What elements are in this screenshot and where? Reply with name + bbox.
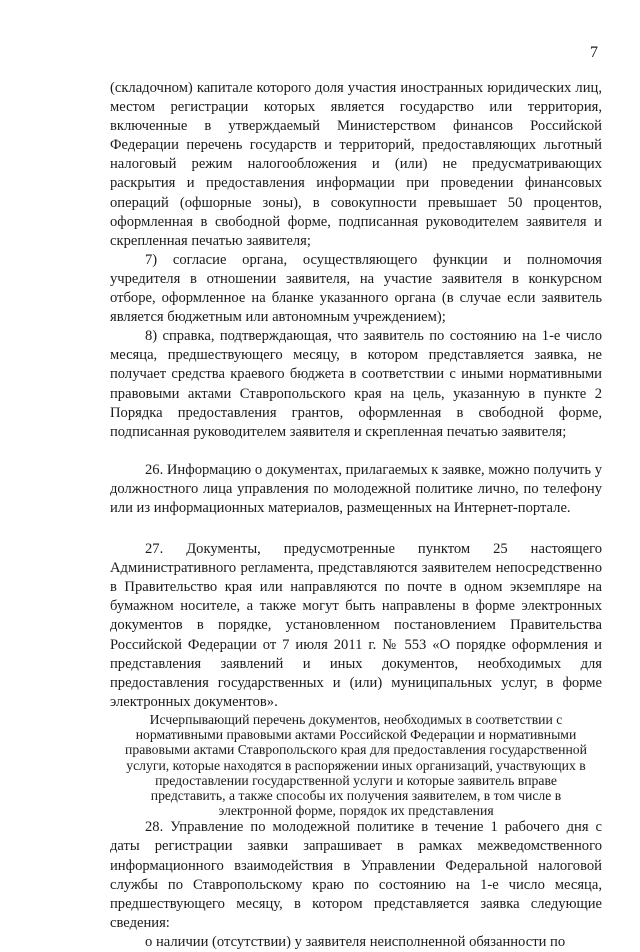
paragraph-28-subitem: о наличии (отсутствии) у заявителя неисполненной обязанности по — [145, 933, 566, 950]
paragraph-28: 28. Управление по молодежной политике в течение 1 рабочего дня с даты регистрации заявки запрашивает в рамках межведомственного информационного взаимодействия в Управлении Федеральной налоговой службы по Ставропольскому краю по состоянию на 1-е число месяца, предшествующего месяцу, в котором представляется заявка следующие сведения: — [110, 819, 602, 931]
paragraph-continuation: (складочном) капитале которого доля участия иностранных юридических лиц, местом регистрации которых является государство или территория, включенные в утверждаемый Министерством финансов Российской Федерации перечень государств и территорий, предоставляющих льготный налоговый режим налогообложения и (или) не предусматривающих раскрытия и предоставления информации при проведении финансовых операций (офшорные зоны), в совокупности превышает 50 процентов, оформленная в свободной форме, подписанная руководителем заявителя и скрепленная печатью заявителя; — [110, 80, 602, 249]
paragraph-item-7: 7) согласие органа, осуществляющего функции и полномочия учредителя в отношении заявителя, на участие заявителя в конкурсном отборе, оформленное на бланке указанного органа (в случае если заявитель является бюджетным или автономным учреждением); — [110, 251, 602, 326]
paragraph-27: 27. Документы, предусмотренные пунктом 25 настоящего Административного регламента, представляются заявителем непосредственно в Правительство края или направляются по почте в одном экземпляре на бумажном носителе, а также могут быть направлены в форме электронных документов в порядке, установленном постановлением Правительства Российской Федерации от 7 июля 2011 г. № 553 «О порядке оформления и представления заявлений и иных документов, необходимых для предоставления государственных и (или) муниципальных услуг, в форме электронных документов». — [110, 541, 602, 710]
document-body — [110, 79, 602, 952]
paragraph-item-8: 8) справка, подтверждающая, что заявитель по состоянию на 1-е число месяца, предшествующего месяцу, в котором представляется заявка, не получает средства краевого бюджета в соответствии с иными нормативными правовыми актами Ставропольского края на цель, указанную в пункте 2 Порядка предоставления грантов, оформленная в свободной форме, подписанная руководителем заявителя и скрепленная печатью заявителя; — [110, 328, 602, 440]
paragraph-26: 26. Информацию о документах, прилагаемых к заявке, можно получить у должностного лица управления по молодежной политике лично, по телефону или из информационных материалов, размещенных на Интернет-портале. — [110, 461, 602, 516]
page-number: 7 — [590, 44, 598, 61]
section-heading: Исчерпывающий перечень документов, необходимых в соответствии с нормативными правовыми актами Российской Федерации и нормативными правовыми актами Ставропольского края для предоставления государственной услуги, которые находятся в распоряжении иных организаций, участвующих в предоставлении государственной услуги и которые заявитель вправе представить, а также способы их получения заявителем, в том числе в электронной форме, порядок их представления — [125, 711, 587, 819]
